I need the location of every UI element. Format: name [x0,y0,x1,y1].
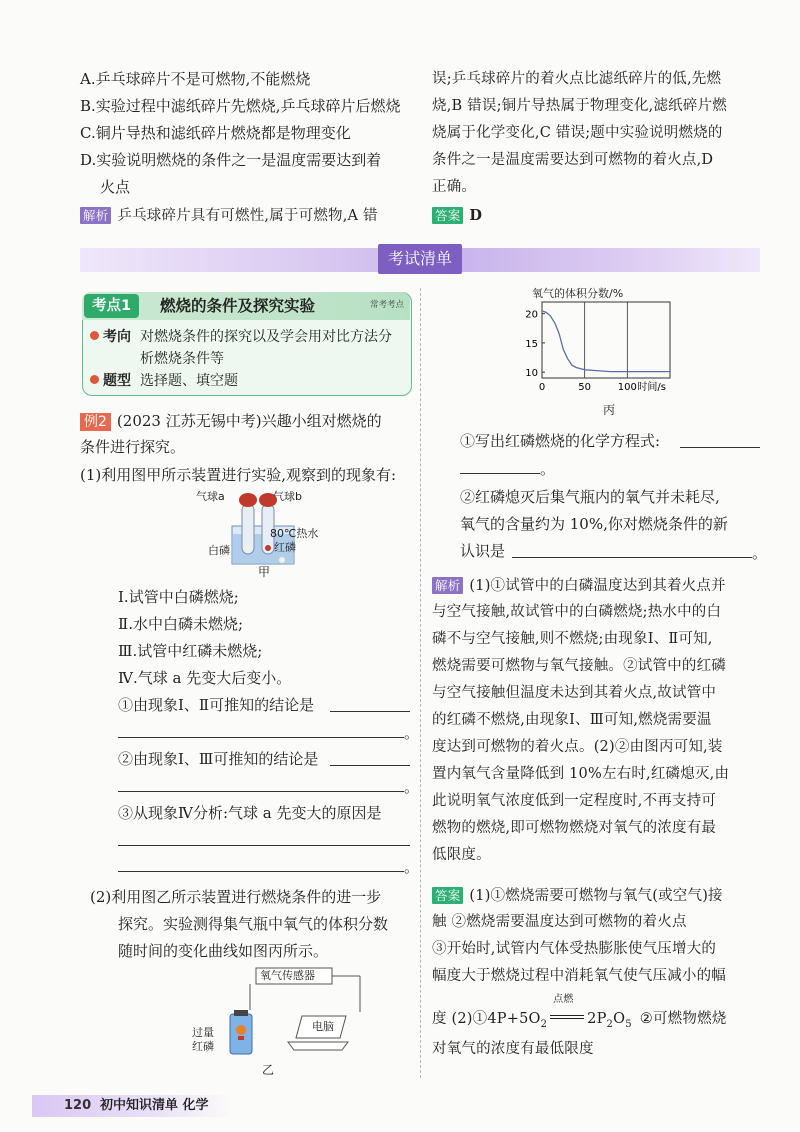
answer-tag: 答案 [432,207,463,224]
example-heading [80,408,382,435]
period: 。 [404,724,420,742]
y-tick-label: 15 [525,338,538,350]
option-d: D.实验说明燃烧的条件之一是温度需要达到着 [80,151,382,169]
figure-yi-caption: 乙 [262,1063,275,1077]
eq-sub: 2 [540,1018,548,1030]
section-title: 考试清单 [378,244,462,274]
answer-blank [512,557,752,558]
jar-stopper [234,1010,248,1016]
answer-first [432,882,723,910]
eq-sub: 2 [606,1018,614,1030]
analysis-text: 乒乓球碎片具有可燃性,属于可燃物,A 错 [117,208,378,224]
example-tag: 例2 [80,413,111,431]
y-tick-label: 10 [525,368,538,380]
type-text: 选择题、填空题 [140,373,238,389]
analysis-right-line: 烧属于化学变化,C 错误;题中实验说明燃烧的 [432,125,723,141]
red-p-label: 红磷 [274,541,296,554]
answer-line: ③开始时,试管内气体受热膨胀使气压增大的 [432,941,717,957]
option-b: B.实验过程中滤纸碎片先燃烧,乒乓球碎片后燃烧 [80,97,401,115]
solution-line: 此说明氧气浓度低到一定程度时,不再支持可 [432,793,717,809]
solution-line: 置内氧气含量降低到 10%左右时,红磷熄灭,由 [432,766,730,782]
y-tick-label: 20 [525,309,538,321]
sub-question-3: ③从现象Ⅳ分析:气球 a 先变大的原因是 [118,804,382,822]
period: 。 [404,778,420,796]
kaodian-title: 燃烧的条件及探究实验 [160,297,316,315]
period: 。 [540,460,556,478]
chart-title: 氧气的体积分数/% [532,287,624,300]
solution-line: 磷不与空气接触,则不燃烧;由现象Ⅰ、Ⅱ可知, [432,631,713,647]
phenomenon: Ⅲ.试管中红磷未燃烧; [118,642,263,660]
solution-tag: 解析 [432,577,463,594]
eq-product: 2P [587,1011,607,1027]
question-1: (1)利用图甲所示装置进行实验,观察到的现象有: [80,466,397,484]
balloon-a [239,493,257,507]
answer-line: 触 ②燃烧需要温度达到可燃物的着火点 [432,914,687,930]
chart-bing [520,300,710,400]
answer-blank [118,871,404,872]
right-question-b: 认识是 [460,542,506,560]
answer-tag: 答案 [432,887,463,904]
right-question-b: 氧气的含量约为 10%,你对燃烧条件的新 [460,515,728,533]
white-phosphorus-water [279,557,285,563]
analysis-right-line: 烧,B 错误;铜片导热属于物理变化,滤纸碎片燃 [432,98,727,114]
solution-line: 与空气接触,故试管中的白磷燃烧;热水中的白 [432,604,722,620]
period: 。 [752,544,768,562]
sensor-label: 氧气传感器 [260,969,315,982]
sub-question-1: ①由现象Ⅰ、Ⅱ可推知的结论是 [118,696,315,714]
analysis-right-line: 误;乒乓球碎片的着火点比滤纸碎片的低,先燃 [432,71,722,87]
example-line: (2023 江苏无锡中考)兴趣小组对燃烧的 [116,412,382,430]
kaodian-pill: 考点1 [84,294,139,318]
answer-blank [330,765,410,766]
computer-label: 电脑 [312,1020,334,1033]
eq-sub: 5 [625,1018,632,1030]
solution-line: 低限度。 [432,847,491,863]
analysis-tag: 解析 [80,207,111,224]
column-divider [420,288,421,1078]
top-analysis [80,202,378,230]
sub-question-2: ②由现象Ⅰ、Ⅲ可推知的结论是 [118,750,319,768]
direction-key: 考向 [103,329,131,345]
answer-last-line: 对氧气的浓度有最低限度 [432,1041,594,1057]
figure-jia-caption: 甲 [258,565,271,579]
balloon-b-label: 气球b [273,490,302,503]
answer-blank [680,447,760,448]
red-p-label-1: 过量 [192,1026,214,1039]
answer-equation [432,994,727,1038]
option-a: A.乒乓球碎片不是可燃物,不能燃烧 [80,70,311,88]
red-phosphorus-spoon [238,1036,244,1040]
question-2-line: (2)利用图乙所示装置进行燃烧条件的进一步 [90,888,382,906]
option-d-cont: 火点 [100,178,131,196]
answer-blank [118,791,404,792]
solution-line: 与空气接触但温度未达到其着火点,故试管中 [432,685,717,701]
kaodian-type [90,368,131,394]
right-question-b: ②红磷熄灭后集气瓶内的氧气并未耗尽, [460,488,720,506]
hot-water-label: 80℃热水 [270,527,319,540]
page-number: 120 [64,1098,92,1113]
red-p-label-2: 红磷 [192,1040,214,1053]
phenomenon: Ⅳ.气球 a 先变大后变小。 [118,669,292,687]
red-phosphorus [265,545,271,551]
answer-blank [118,737,404,738]
solution-line: (1)①试管中的白磷温度达到其着火点并 [469,578,726,594]
phenomenon: Ⅱ.水中白磷未燃烧; [118,615,244,633]
eq-o: O [613,1011,626,1027]
answer-blank [118,845,410,846]
question-2-line: 探究。实验测得集气瓶中氧气的体积分数 [118,915,389,933]
eq-condition: 点燃 [553,994,574,1005]
x-tick-label: 0 [538,382,546,393]
solution-line: 燃物的燃烧,即可燃物燃烧对氧气的浓度有最 [432,820,717,836]
bullet-icon [90,331,99,340]
white-p-label: 白磷 [208,544,230,557]
white-phosphorus [245,545,251,551]
kaodian-badge: 常考考点 [370,300,405,310]
solution-line: 度达到可燃物的着火点。(2)②由图丙可知,装 [432,739,723,755]
right-question-a: ①写出红磷燃烧的化学方程式: [460,432,661,450]
answer-line: (1)①燃烧需要可燃物与氧气(或空气)接 [469,888,723,904]
solution-line: 的红磷不燃烧,由现象Ⅰ、Ⅲ可知,燃烧需要温 [432,712,712,728]
computer-base [288,1042,348,1050]
footer-title: 初中知识清单 化学 [100,1098,209,1113]
answer-blank [460,473,540,474]
flame-icon [236,1025,246,1035]
answer-value: D [469,207,483,224]
eq-arrow [547,994,587,1033]
answer-blank [330,711,410,712]
balloon-a-label: 气球a [196,490,225,503]
option-c: C.铜片导热和滤纸碎片燃烧都是物理变化 [80,124,351,142]
x-tick-label: 50 [578,382,592,393]
analysis-right-line: 条件之一是温度需要达到可燃物的着火点,D [432,152,714,168]
solution-first [432,572,726,600]
eq-suffix: ②可燃物燃烧 [639,1011,727,1027]
eq-prefix: 度 (2)①4P+5O [432,1011,541,1027]
phenomenon: Ⅰ.试管中白磷燃烧; [118,588,239,606]
direction-text: 对燃烧条件的探究以及学会用对比方法分 [140,329,392,345]
period: 。 [404,858,420,876]
direction-text: 析燃烧条件等 [140,351,224,367]
type-key: 题型 [103,373,131,389]
analysis-right-line: 正确。 [432,179,477,195]
kaodian-direction [90,324,131,350]
answer-line: 幅度大于燃烧过程中消耗氧气使气压减小的幅 [432,968,726,984]
x-tick-label: 100 [617,382,637,393]
chart-caption: 丙 [603,403,616,417]
solution-line: 燃烧需要可燃物与氧气接触。②试管中的红磷 [432,658,726,674]
series-line [542,311,670,372]
top-answer [432,202,482,230]
bullet-icon [90,375,99,384]
example-line: 条件进行探究。 [80,438,186,456]
x-axis-label: 时间/s [637,382,666,393]
question-2-line: 随时间的变化曲线如图丙所示。 [118,942,329,960]
